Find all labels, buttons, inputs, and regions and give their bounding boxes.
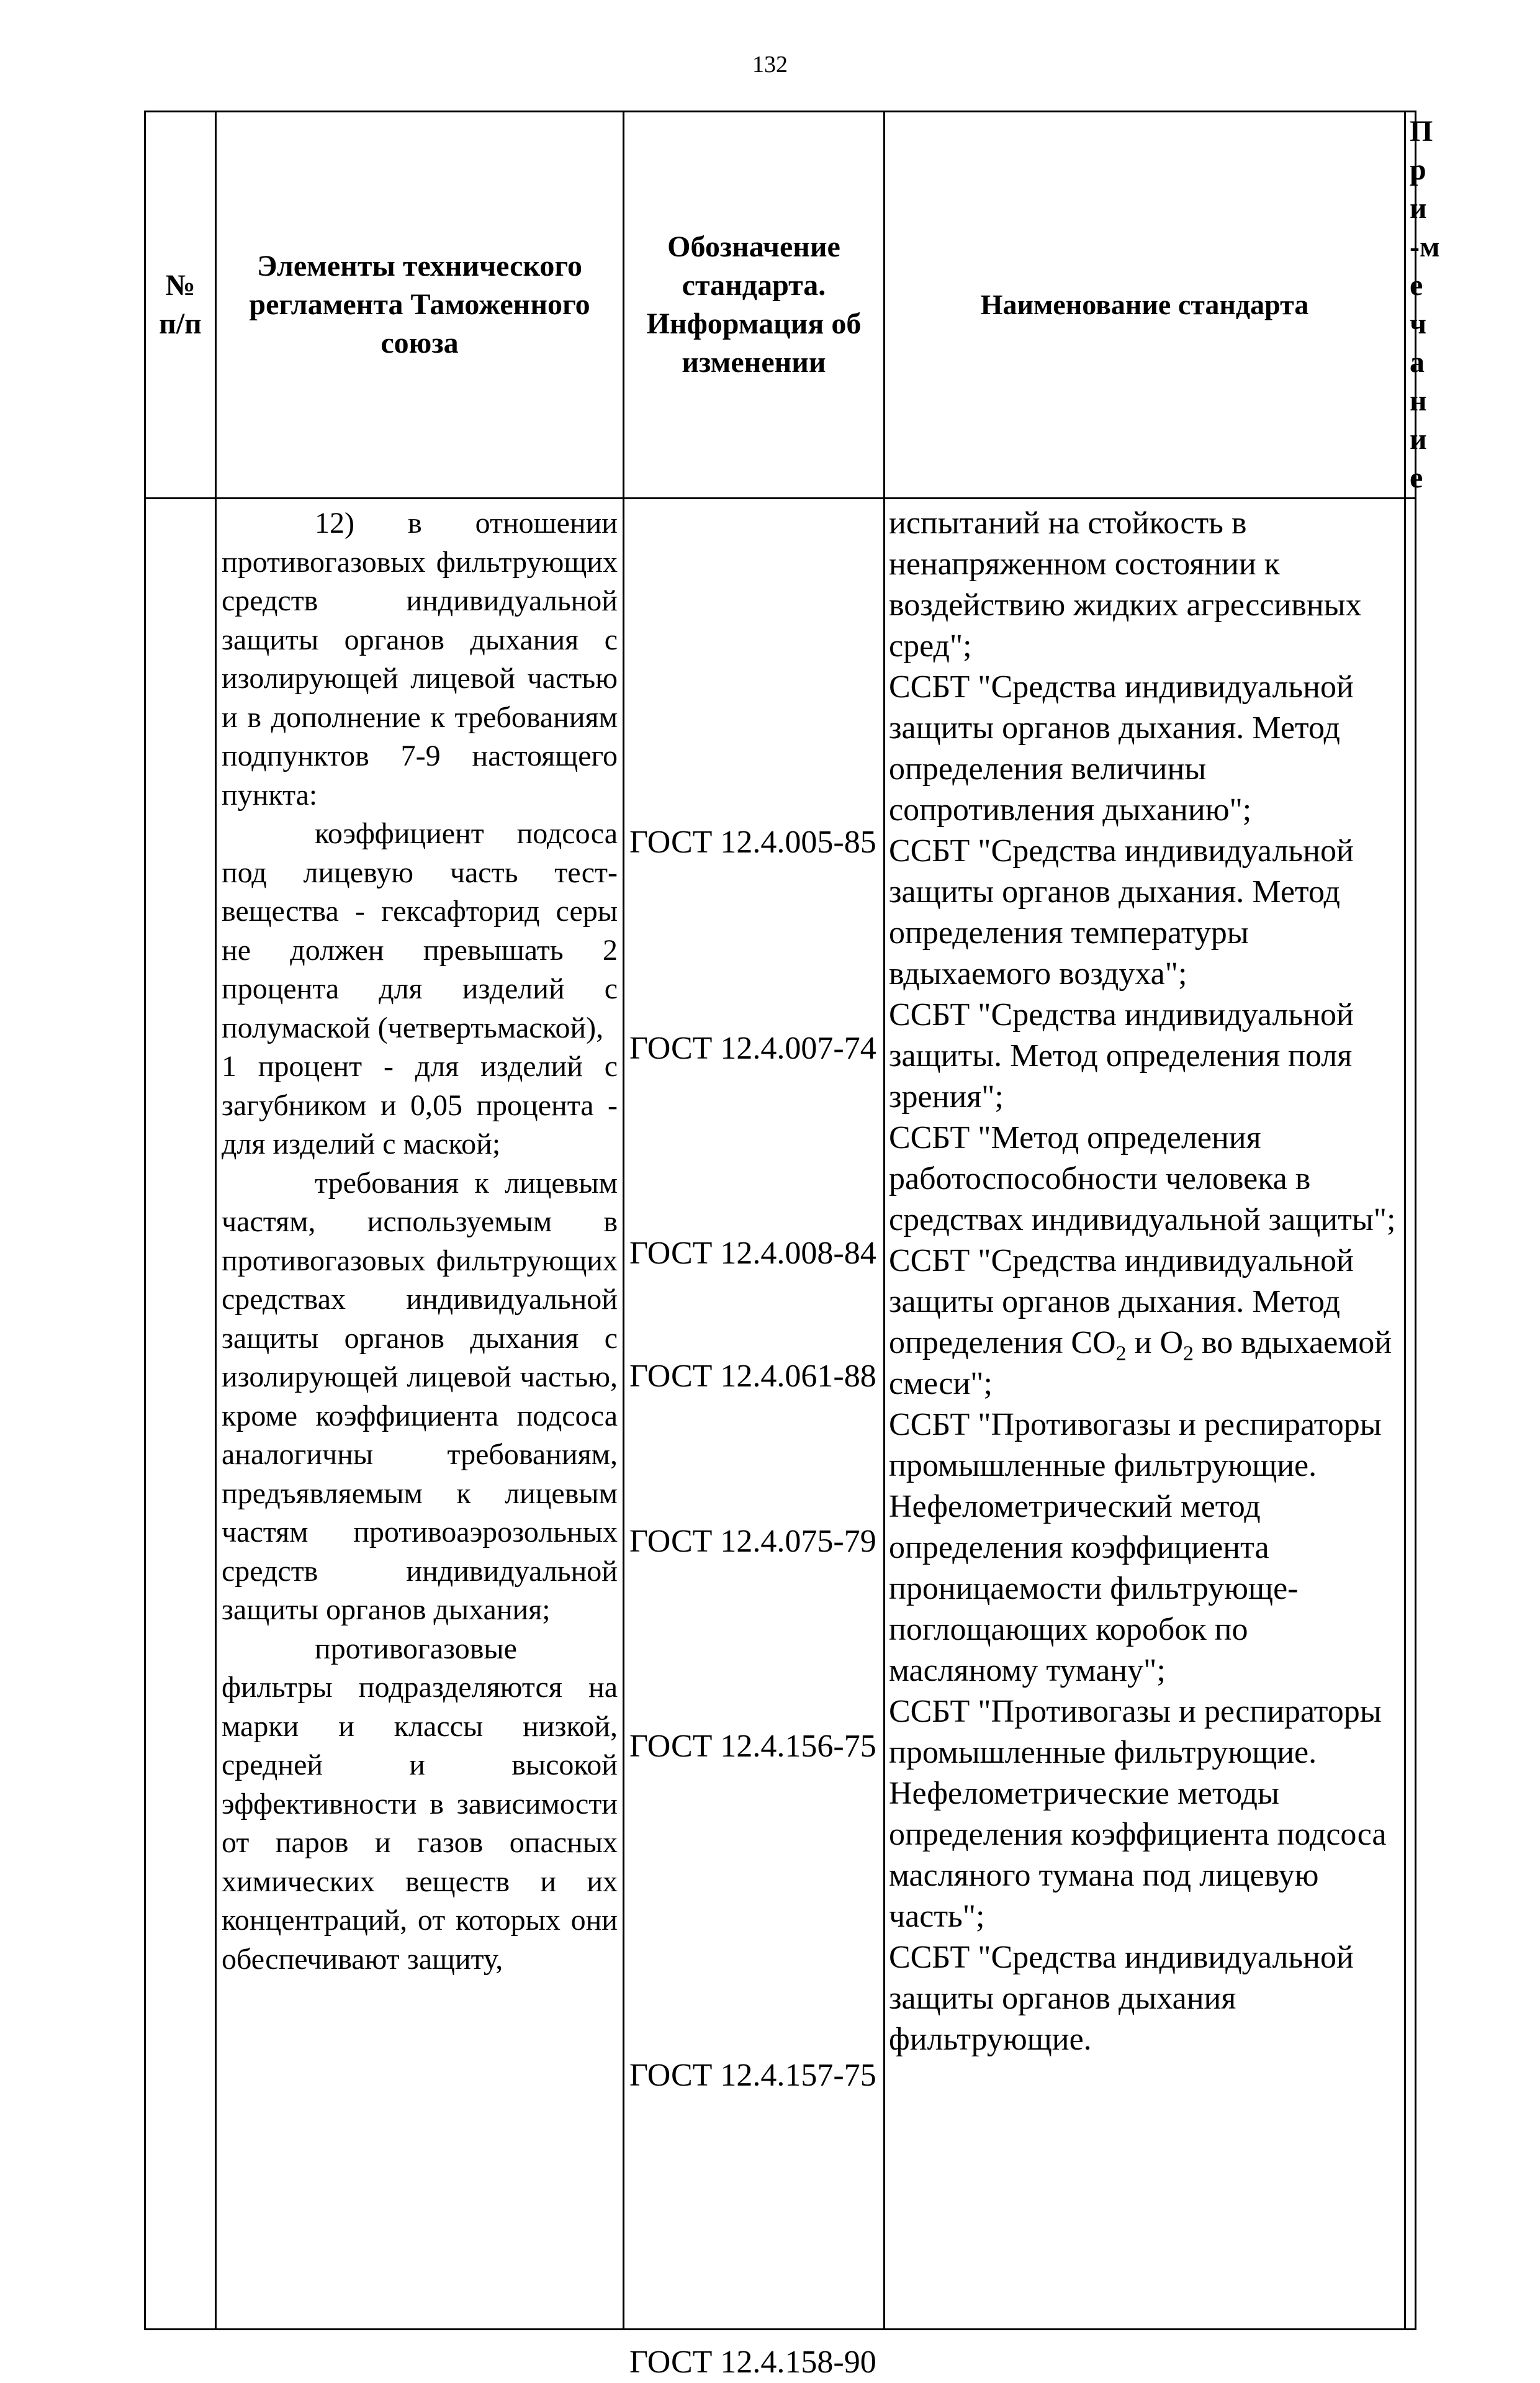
gost-code: ГОСТ 12.4.005-85 (629, 825, 876, 860)
gost-code: ГОСТ 12.4.061-88 (629, 1359, 876, 1394)
elements-paragraph: требования к лицевым частям, используемым в противогазовых фильтрующих средствах индивидуальной защиты органов дыхания с изолирующей лицевой частью, кроме коэффициента подсоса аналогичны требованиям, предъявляемым к лицевым частям противоаэрозольных средств индивидуальной защиты органов дыхания; (222, 1166, 618, 1626)
standard-name-part: и O (1126, 1325, 1183, 1360)
elements-paragraph: 1 процент - для изделий с загубником и 0,05 процента - для изделий с маской; (222, 1050, 618, 1160)
header-num-text: № п/п (159, 269, 202, 340)
header-designation (624, 112, 885, 499)
standard-name: испытаний на стойкость в ненапряженном состоянии к воздействию жидких агрессивных сред"; (889, 505, 1362, 664)
standard-name-part: во вдыхаемой смеси"; (889, 1325, 1392, 1401)
elements-paragraph: 12) в отношении противогазовых фильтрующих средств индивидуальной защиты органов дыхания с изолирующей лицевой частью и в дополнение к требованиям подпунктов 7-9 настоящего пункта: (222, 507, 618, 812)
gost-code: ГОСТ 12.4.008-84 (629, 1236, 876, 1271)
standard-name: ССБТ "Метод определения работоспособности человека в средствах индивидуальной защиты"; (889, 1120, 1396, 1237)
designation-cell (624, 499, 885, 2380)
subscript: 2 (1115, 1342, 1127, 1365)
standard-name (889, 1241, 1400, 1404)
standard-name: ССБТ "Средства индивидуальной защиты. Метод определения поля зрения"; (889, 997, 1354, 1115)
standard-name: ССБТ "Средства индивидуальной защиты органов дыхания. Метод определения величины сопротивления дыханию"; (889, 669, 1354, 828)
gost-code: ГОСТ 12.4.157-75 (629, 2058, 876, 2093)
header-row (145, 112, 1416, 499)
num-cell (145, 499, 216, 2330)
gost-code: ГОСТ 12.4.007-74 (629, 1031, 876, 1066)
header-note-text: При-меча ние (1410, 115, 1440, 494)
standard-name-part: ССБТ "Средства индивидуальной защиты органов дыхания. Метод определения CO (889, 1243, 1354, 1360)
elements-cell (216, 499, 624, 2330)
header-num (145, 112, 216, 499)
header-note (1405, 112, 1440, 499)
names-cell (885, 499, 1405, 2330)
gost-code: ГОСТ 12.4.075-79 (629, 1524, 876, 1559)
header-elements (216, 112, 624, 499)
standard-name: ССБТ "Противогазы и респираторы промышленные фильтрующие. Нефелометрические методы определения коэффициента подсоса масляного тумана под лицевую часть"; (889, 1694, 1387, 1934)
gost-code: ГОСТ 12.4.158-90 (629, 2345, 876, 2380)
header-name-text: Наименование стандарта (980, 289, 1309, 320)
header-elements-text: Элементы технического регламента Таможенного союза (249, 250, 590, 359)
standard-name: ССБТ "Противогазы и респираторы промышленные фильтрующие. Нефелометрический метод определения коэффициента проницаемости фильтрующе-поглощающих коробок по масляному туману"; (889, 1407, 1382, 1688)
elements-paragraph: противогазовые фильтры подразделяются на марки и классы низкой, средней и высокой эффективности в зависимости от паров и газов опасных химических веществ и их концентраций, от которых они обеспечивают защиту, (222, 1632, 618, 1976)
header-name (885, 112, 1405, 499)
standard-name: ССБТ "Средства индивидуальной защиты органов дыхания. Метод определения температуры вдыхаемого воздуха"; (889, 833, 1354, 992)
standards-table (144, 111, 1440, 2380)
standard-name: ССБТ "Средства индивидуальной защиты органов дыхания фильтрующие. (889, 1940, 1354, 2057)
header-designation-text: Обозначение стандарта. Информация об изменении (646, 230, 862, 379)
gost-code: ГОСТ 12.4.156-75 (629, 1729, 876, 1764)
page-number: 132 (752, 52, 788, 78)
elements-paragraph: коэффициент подсоса под лицевую часть тест-вещества - гексафторид серы не должен превышать 2 процента для изделий с полумаской (четвертьмаской), (222, 817, 618, 1044)
note-cell (1405, 499, 1416, 2330)
body-row (145, 499, 1416, 2330)
subscript: 2 (1183, 1342, 1194, 1365)
